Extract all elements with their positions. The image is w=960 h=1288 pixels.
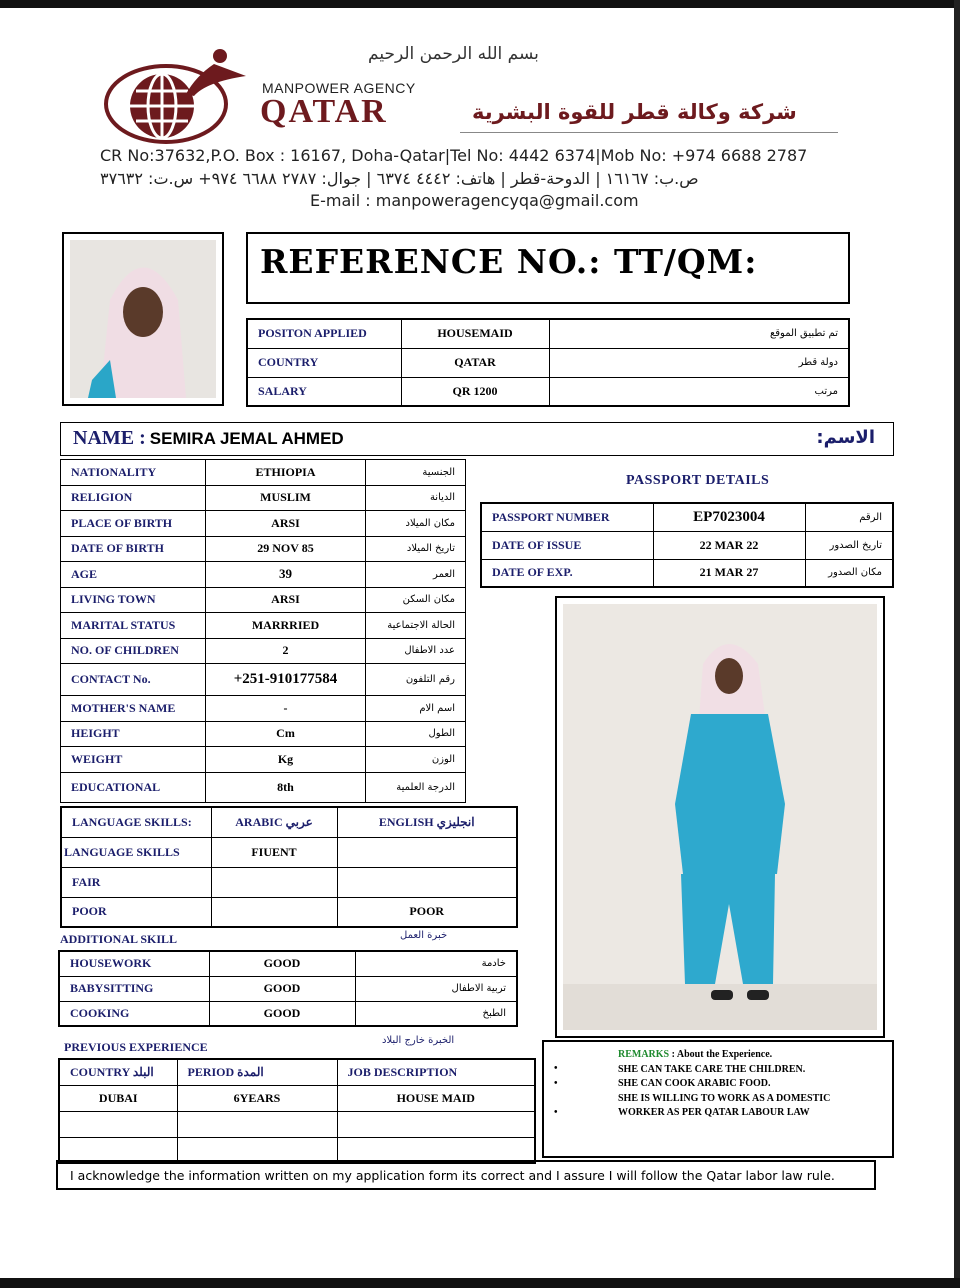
skill-label: HOUSEWORK [59, 951, 209, 976]
table-row [61, 460, 466, 486]
bullet-icon: • [554, 1063, 558, 1074]
full-length-photo-frame [555, 596, 885, 1038]
table-row [61, 747, 466, 773]
info-label: CONTACT No. [61, 664, 206, 696]
applicant-name: SEMIRA JEMAL AHMED [149, 429, 344, 448]
full-length-photo [563, 604, 877, 1030]
info-label-arabic: الوزن [366, 747, 466, 773]
table-row [59, 976, 517, 1001]
info-value: 8th [206, 772, 366, 802]
agency-name-arabic: شركة وكالة قطر للقوة البشرية [472, 100, 797, 124]
table-row [61, 772, 466, 802]
english-level [337, 837, 517, 867]
table-row [61, 807, 517, 837]
skill-level: GOOD [209, 1001, 355, 1026]
info-label-arabic: مكان الميلاد [366, 511, 466, 537]
english-level: POOR [337, 897, 517, 927]
remark-line: WORKER AS PER QATAR LABOUR LAW [618, 1107, 810, 1118]
info-value: Cm [206, 721, 366, 747]
info-label-arabic: مكان السكن [366, 587, 466, 613]
bottom-frame-border [0, 1278, 960, 1288]
reference-number-box [246, 232, 850, 304]
previous-experience-title-arabic: الخبرة خارج البلاد [382, 1035, 455, 1046]
experience-period: 6YEARS [177, 1085, 337, 1111]
salary-label: SALARY [247, 377, 401, 406]
remarks-box [542, 1040, 894, 1158]
name-box [60, 422, 894, 456]
remarks-bullets [554, 1062, 558, 1120]
skill-label: COOKING [59, 1001, 209, 1026]
info-label-arabic: الحالة الاجتماعية [366, 613, 466, 639]
full-length-person-icon [563, 604, 877, 1030]
experience-job: HOUSE MAID [337, 1085, 535, 1111]
info-label: DATE OF BIRTH [61, 536, 206, 562]
passport-number-value: EP7023004 [653, 503, 805, 531]
info-label: RELIGION [61, 485, 206, 511]
agency-name: QATAR [260, 93, 388, 130]
table-row [481, 531, 893, 559]
bullet-icon: • [554, 1077, 558, 1089]
experience-country [59, 1111, 177, 1137]
info-label: MOTHER'S NAME [61, 696, 206, 722]
table-row [61, 587, 466, 613]
info-label-arabic: رقم التلفون [366, 664, 466, 696]
salary-label-arabic: مرتب [549, 377, 849, 406]
agency-subtitle: MANPOWER AGENCY [262, 80, 416, 96]
table-row [59, 1001, 517, 1026]
info-label-arabic: الجنسية [366, 460, 466, 486]
remarks-heading [618, 1048, 882, 1063]
name-label-arabic: الاسم: [816, 427, 875, 448]
language-row-label: POOR [61, 897, 211, 927]
info-label-arabic: اسم الام [366, 696, 466, 722]
info-label-arabic: الديانة [366, 485, 466, 511]
info-value: - [206, 696, 366, 722]
info-label: NATIONALITY [61, 460, 206, 486]
info-label: LIVING TOWN [61, 587, 206, 613]
language-row-label: FAIR [61, 867, 211, 897]
experience-table [58, 1058, 536, 1164]
agency-email: E-mail : manpoweragencyqa@gmail.com [310, 191, 639, 210]
skill-label-arabic: الطبخ [355, 1001, 517, 1026]
table-row [247, 377, 849, 406]
remark-line: SHE CAN COOK ARABIC FOOD. [618, 1078, 771, 1089]
additional-skills-table [58, 950, 518, 1027]
skill-level: GOOD [209, 951, 355, 976]
position-value: HOUSEMAID [401, 319, 549, 348]
remarks-label: REMARKS [618, 1049, 670, 1060]
info-label-arabic: عدد الاطفال [366, 638, 466, 664]
table-row [59, 1059, 535, 1085]
info-label: NO. OF CHILDREN [61, 638, 206, 664]
info-value: +251-910177584 [206, 664, 366, 696]
remark-line: SHE CAN TAKE CARE THE CHILDREN. [618, 1063, 806, 1075]
table-row [481, 503, 893, 531]
language-skills-header: LANGUAGE SKILLS: [61, 807, 211, 837]
info-label: AGE [61, 562, 206, 588]
info-label: PLACE OF BIRTH [61, 511, 206, 537]
reference-number-label: REFERENCE NO.: TT/QM: [260, 242, 758, 281]
info-label-arabic: الدرجة العلمية [366, 772, 466, 802]
table-row [61, 721, 466, 747]
contact-line-english: CR No:37632,P.O. Box : 16167, Doha-Qatar|Tel No: 4442 6374|Mob No: +974 6688 2787 [100, 146, 808, 165]
position-label-arabic: تم تطبيق الموقع [549, 319, 849, 348]
info-value: 29 NOV 85 [206, 536, 366, 562]
expiry-date-value: 21 MAR 27 [653, 559, 805, 587]
experience-period [177, 1111, 337, 1137]
info-label-arabic: العمر [366, 562, 466, 588]
skill-label: BABYSITTING [59, 976, 209, 1001]
arabic-level [211, 867, 337, 897]
additional-skill-title: ADDITIONAL SKILL [60, 932, 178, 946]
salary-value: QR 1200 [401, 377, 549, 406]
english-level [337, 867, 517, 897]
arabic-level: FIUENT [211, 837, 337, 867]
info-value: ARSI [206, 587, 366, 613]
additional-skill-title-arabic: خبرة العمل [400, 930, 448, 941]
country-column-header: COUNTRY البلد [59, 1059, 177, 1085]
table-row [61, 867, 517, 897]
table-row [59, 951, 517, 976]
portrait-photo [70, 240, 216, 398]
passport-label-arabic: مكان الصدور [805, 559, 893, 587]
language-skills-table [60, 806, 518, 928]
name-label: NAME : [73, 427, 146, 449]
header-divider [460, 132, 838, 133]
passport-label-arabic: الرقم [805, 503, 893, 531]
position-label: POSITON APPLIED [247, 319, 401, 348]
info-value: ETHIOPIA [206, 460, 366, 486]
info-label-arabic: الطول [366, 721, 466, 747]
info-label: WEIGHT [61, 747, 206, 773]
arabic-level [211, 897, 337, 927]
table-row [247, 319, 849, 348]
info-value: 39 [206, 562, 366, 588]
top-frame-border [0, 0, 960, 8]
info-label-arabic: تاريخ الميلاد [366, 536, 466, 562]
table-row [61, 897, 517, 927]
acknowledgement-box [56, 1160, 876, 1190]
table-row [61, 638, 466, 664]
passport-details-title: PASSPORT DETAILS [626, 473, 770, 488]
experience-country: DUBAI [59, 1085, 177, 1111]
english-column-header: ENGLISH انجليزي [337, 807, 517, 837]
issue-date-value: 22 MAR 22 [653, 531, 805, 559]
passport-label: PASSPORT NUMBER [481, 503, 653, 531]
country-value: QATAR [401, 348, 549, 377]
skill-label-arabic: خادمة [355, 951, 517, 976]
contact-line-arabic: ص.ب: ١٦١٦٧ | الدوحة-قطر | هاتف: ٤٤٤٢ ٦٣٧٤ | جوال: ٢٧٨٧ ٦٦٨٨ ٩٧٤+ س.ت: ٣٧٦٣٢ [100, 169, 699, 188]
info-label: EDUCATIONAL [61, 772, 206, 802]
info-value: MUSLIM [206, 485, 366, 511]
right-frame-border [954, 0, 960, 1288]
table-row [247, 348, 849, 377]
passport-label: DATE OF EXP. [481, 559, 653, 587]
previous-experience-title: PREVIOUS EXPERIENCE [64, 1040, 208, 1054]
info-value: 2 [206, 638, 366, 664]
table-row [59, 1085, 535, 1111]
passport-label-arabic: تاريخ الصدور [805, 531, 893, 559]
table-row [481, 559, 893, 587]
passport-label: DATE OF ISSUE [481, 531, 653, 559]
info-value: MARRRIED [206, 613, 366, 639]
passport-table [480, 502, 894, 588]
table-row [61, 837, 517, 867]
experience-job [337, 1111, 535, 1137]
country-label: COUNTRY [247, 348, 401, 377]
info-label: HEIGHT [61, 721, 206, 747]
info-value: ARSI [206, 511, 366, 537]
language-row-label: LANGUAGE SKILLS [61, 837, 211, 867]
table-row [61, 613, 466, 639]
table-row [61, 562, 466, 588]
job-column-header: JOB DESCRIPTION [337, 1059, 535, 1085]
info-label: MARITAL STATUS [61, 613, 206, 639]
agency-logo-globe-icon [96, 46, 256, 144]
table-row [61, 696, 466, 722]
portrait-person-icon [70, 240, 216, 398]
remarks-subheading: : About the Experience. [671, 1049, 773, 1060]
portrait-photo-frame [62, 232, 224, 406]
acknowledgement-text: I acknowledge the information written on my application form its correct and I assure I will follow the Qatar labor law rule. [70, 1168, 835, 1183]
info-value: Kg [206, 747, 366, 773]
table-row [61, 664, 466, 696]
skill-label-arabic: تربية الاطفال [355, 976, 517, 1001]
period-column-header: PERIOD المدة [177, 1059, 337, 1085]
table-row [61, 536, 466, 562]
bismillah-calligraphy: بسم الله الرحمن الرحيم [368, 44, 539, 64]
arabic-column-header: ARABIC عربي [211, 807, 337, 837]
position-table [246, 318, 850, 407]
table-row [61, 511, 466, 537]
country-label-arabic: دولة قطر [549, 348, 849, 377]
table-row [61, 485, 466, 511]
table-row [59, 1111, 535, 1137]
remark-line: SHE IS WILLING TO WORK AS A DOMESTIC [618, 1092, 831, 1104]
bullet-icon: • [554, 1106, 558, 1118]
personal-info-table [60, 459, 466, 803]
skill-level: GOOD [209, 976, 355, 1001]
